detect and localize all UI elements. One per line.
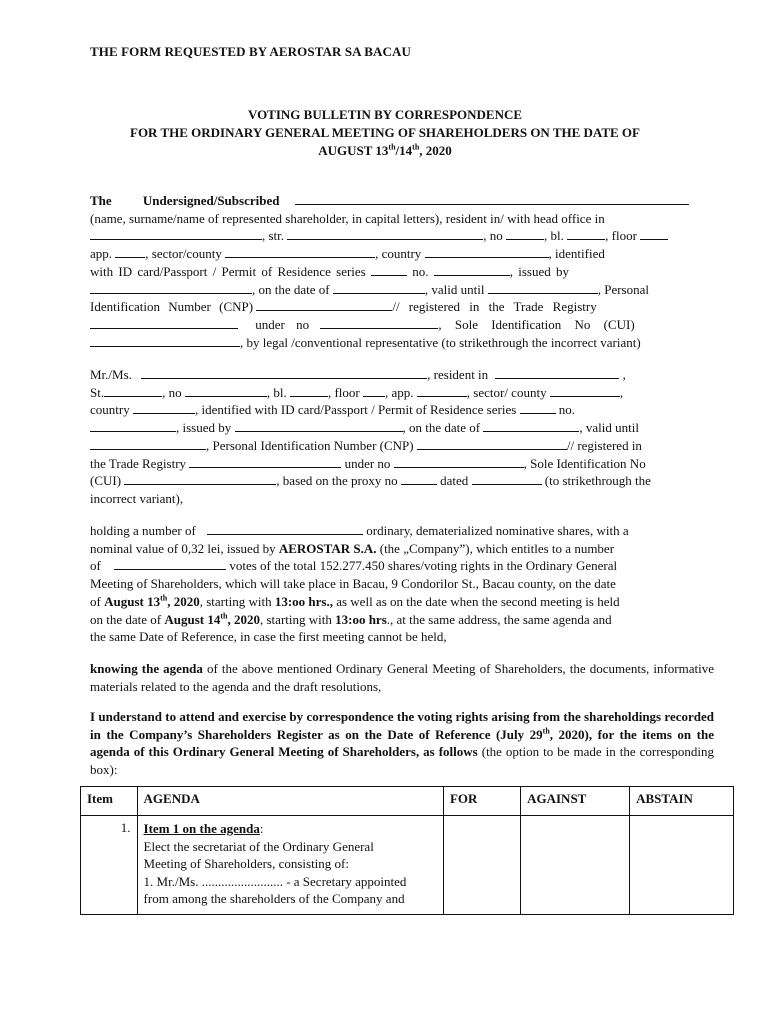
meeting-location-text: Meeting of Shareholders, which will take place in Bacau, 9 Condorilor St., Bacau county, on the date [90,576,616,592]
rep-floor-label: , floor [327,384,360,400]
agenda-item-1 [137,816,443,915]
rep-app-label: , app. [385,384,414,400]
rep-id-no-label: no. [558,402,576,418]
understand-text-1: I understand to attend and exercise by correspondence the voting rights arising from the shareholdings recorded in the Company’s Shareholders Register as on the Date of Reference (July 29 [90,709,714,742]
agenda-item-line-3: 1. Mr./Ms. ......................... - a Secretary appointed [143,873,407,889]
second-meeting-text: as well as on the date when the second meeting is held [336,593,620,609]
knowing-section [90,660,714,695]
sector-field[interactable] [225,246,375,258]
shares-count-field[interactable] [207,523,363,535]
issue-date-field[interactable] [333,282,425,294]
rep-floor-field[interactable] [363,385,385,397]
rep-cui-field[interactable] [124,473,276,485]
agenda-item-title: Item 1 on the agenda [143,821,260,836]
first-date-sup: th [160,593,168,603]
residence-field[interactable] [90,228,262,240]
sector-label: , sector/county [145,246,222,262]
rep-id-series-field[interactable] [520,402,556,414]
rep-id-number-field[interactable] [90,420,176,432]
first-date-year: , 2020 [167,593,200,609]
against-header: AGAINST [521,787,630,816]
item-number: 1. [81,816,138,915]
understand-sup: th [542,726,550,736]
document-title-line-1: VOTING BULLETIN BY CORRESPONDENCE [247,107,523,122]
understand-text-2: , 2020), for the items on the agenda of this Ordinary General Meeting of Shareholders, as follows [90,726,714,760]
cui-field[interactable] [90,335,240,347]
shares-type-label: ordinary, dematerialized nominative shares, with a [366,523,629,538]
issuer-field[interactable] [90,282,252,294]
rep-country-field[interactable] [133,402,195,414]
rep-valid-until-field[interactable] [90,438,206,450]
rep-valid-until-label: , valid until [579,420,639,436]
rep-bl-label: , bl. [266,384,287,400]
cui-label: , Sole Identification No (CUI) [438,316,635,332]
floor-label: , floor [605,228,637,244]
rep-under-no-field[interactable] [394,456,524,468]
personal-label: , Personal [597,281,649,297]
rep-cnp-label: , Personal Identification Number (CNP) [206,437,414,453]
rep-cui-label: (CUI) [90,473,122,489]
id-series-label: with ID card/Passport / Permit of Residence series [90,263,366,279]
of-label-2: of [90,593,101,609]
bl-label: , bl. [544,228,564,244]
app-label: app. [90,246,113,262]
proxy-number-field[interactable] [401,473,437,485]
starting-with-label: , starting with [199,593,272,609]
second-date-year: , 2020 [227,611,260,627]
id-number-field[interactable] [434,264,510,276]
registered-label: // registered in the Trade Registry [392,299,597,315]
apartment-field[interactable] [115,246,145,258]
document-title-line-2: FOR THE ORDINARY GENERAL MEETING OF SHAREHOLDERS ON THE DATE OF [130,125,640,140]
representative-section: Mr./Ms. , resident in , St. , no , bl. , floor , app. , sector/ county , country , identified with ID card/Passport / Permit of Residence series no. , issued by , on the date of , valid until , Personal Identification Number (CNP) // registered in the Trade Registry under no , Sole Identification No (CUI) , based on the proxy no dated (to strikethrough the incorrect variant), [90,366,714,508]
cnp-field[interactable] [256,299,392,311]
number-field[interactable] [506,228,544,240]
form-header: THE FORM REQUESTED BY AEROSTAR SA BACAU [90,44,412,59]
votes-label: votes of the total 152.277.450 shares/voting rights in the Ordinary General [229,558,618,574]
understand-option-text: (the option to be made in the corresponding box): [90,744,714,778]
proxy-label: , based on the proxy no [276,473,398,489]
rep-block-field[interactable] [290,385,328,397]
cnp-label: Identification Number (CNP) [90,299,254,315]
rep-apartment-field[interactable] [417,385,467,397]
under-no-field[interactable] [320,317,438,329]
vote-against-box[interactable] [521,816,630,915]
on-date-label-2: on the date of [90,611,162,627]
title-date-2: /14 [395,143,413,158]
representative-name-field[interactable] [141,367,427,379]
agenda-table [80,786,734,915]
second-date-text: August 14 [164,611,221,627]
title-date-1: AUGUST 13 [318,143,389,158]
second-date-sup: th [220,611,228,621]
id-no-label: no. [412,263,429,279]
undersigned-label: The Undersigned/Subscribed [90,193,280,208]
undersigned-name-field[interactable] [295,193,689,205]
agenda-item-colon: : [259,821,264,836]
dated-label: dated [440,473,469,489]
resident-label: , resident in [427,367,489,382]
title-sup-1: th [388,142,396,152]
first-date-text: August 13 [104,593,161,609]
rep-under-no-label: under no [344,455,391,471]
strike-label: (to strikethrough the [544,473,651,489]
rep-trade-label: the Trade Registry [90,455,187,471]
rep-no-label: , no [162,384,182,400]
entitles-label: (the „Company”), which entitles to a number [379,540,615,556]
company-name: AEROSTAR S.A. [278,540,377,556]
agenda-item-line-2: Meeting of Shareholders, consisting of: [143,856,349,871]
valid-until-field[interactable] [488,282,598,294]
rep-cnp-field[interactable] [417,438,567,450]
same-address-text: ., at the same address, the same agenda and [386,611,612,627]
str-label: , str. [262,228,285,244]
holding-label: holding a number of [90,523,196,538]
holding-section [90,522,714,646]
issued-by-label: , issued by [509,263,569,279]
rep-sector-label: , sector/ county [466,384,547,400]
table-row [81,816,734,915]
no-label: , no [483,228,503,244]
rep-sole-label: , Sole Identification No [523,455,646,471]
knowing-agenda-label: knowing the agenda [90,661,203,676]
legal-representative-label: , by legal /conventional representative (to strikethrough the incorrect variant) [240,334,641,350]
rep-issuer-field[interactable] [235,420,403,432]
under-no-label: under no [255,316,310,332]
block-field[interactable] [567,228,605,240]
street-field[interactable] [287,228,483,240]
rep-issued-by-label: , issued by [176,420,232,436]
rep-issue-date-field[interactable] [483,420,579,432]
agenda-header: AGENDA [137,787,443,816]
rep-trade-field[interactable] [189,456,341,468]
rep-sector-field[interactable] [550,385,620,397]
second-meeting-time: 13:oo hrs [335,611,387,627]
votes-count-field[interactable] [114,558,226,570]
vote-abstain-box[interactable] [630,816,734,915]
understand-section [90,708,714,779]
incorrect-variant-label: incorrect variant), [90,490,184,506]
on-date-label: , on the date of [252,281,330,297]
floor-field[interactable] [640,228,668,240]
rep-country-label: country [90,402,130,418]
starting-with-label-2: , starting with [260,611,332,627]
country-field[interactable] [425,246,549,258]
undersigned-line-1: (name, surname/name of represented shareholder, in capital letters), resident in/ with head office in [90,210,605,226]
rep-on-date-label: , on the date of [402,420,481,436]
document-title-line-3 [60,143,710,159]
rep-number-field[interactable] [185,385,267,397]
agenda-item-line-4: from among the shareholders of the Company and [143,891,405,906]
item-header: Item [81,787,138,816]
country-label: , country [375,246,422,262]
agenda-item-line-1: Elect the secretariat of the Ordinary General [143,838,374,854]
rep-street-field[interactable] [104,385,162,397]
id-series-field[interactable] [371,264,407,276]
abstain-header: ABSTAIN [630,787,734,816]
second-meeting-date [164,612,260,627]
proxy-date-field[interactable] [472,473,542,485]
vote-for-box[interactable] [443,816,520,915]
rep-registered-label: // registered in [566,437,642,453]
title-sup-2: th [412,142,420,152]
first-meeting-date [104,594,200,609]
of-label: of [90,558,101,574]
knowing-agenda-text: of the above mentioned Ordinary General Meeting of Shareholders, the documents, informative materials related to the agenda and the draft resolutions, [90,661,715,694]
trade-registry-field[interactable] [90,317,238,329]
agenda-header-row [81,787,734,816]
title-year: , 2020 [419,143,452,158]
undersigned-section [90,192,714,351]
rep-id-series-label: , identified with ID card/Passport / Permit of Residence series [194,402,517,418]
valid-until-label: , valid until [424,281,485,297]
mrms-label: Mr./Ms. [90,367,132,382]
nominal-value-label: nominal value of 0,32 lei, issued by [90,540,276,556]
representative-residence-field[interactable] [495,367,619,379]
same-reference-text: the same Date of Reference, in case the first meeting cannot be held, [90,629,447,645]
identified-label: , identified [548,246,605,262]
first-meeting-time: 13:oo hrs., [274,593,333,609]
st-label: St. [90,384,105,400]
for-header: FOR [443,787,520,816]
